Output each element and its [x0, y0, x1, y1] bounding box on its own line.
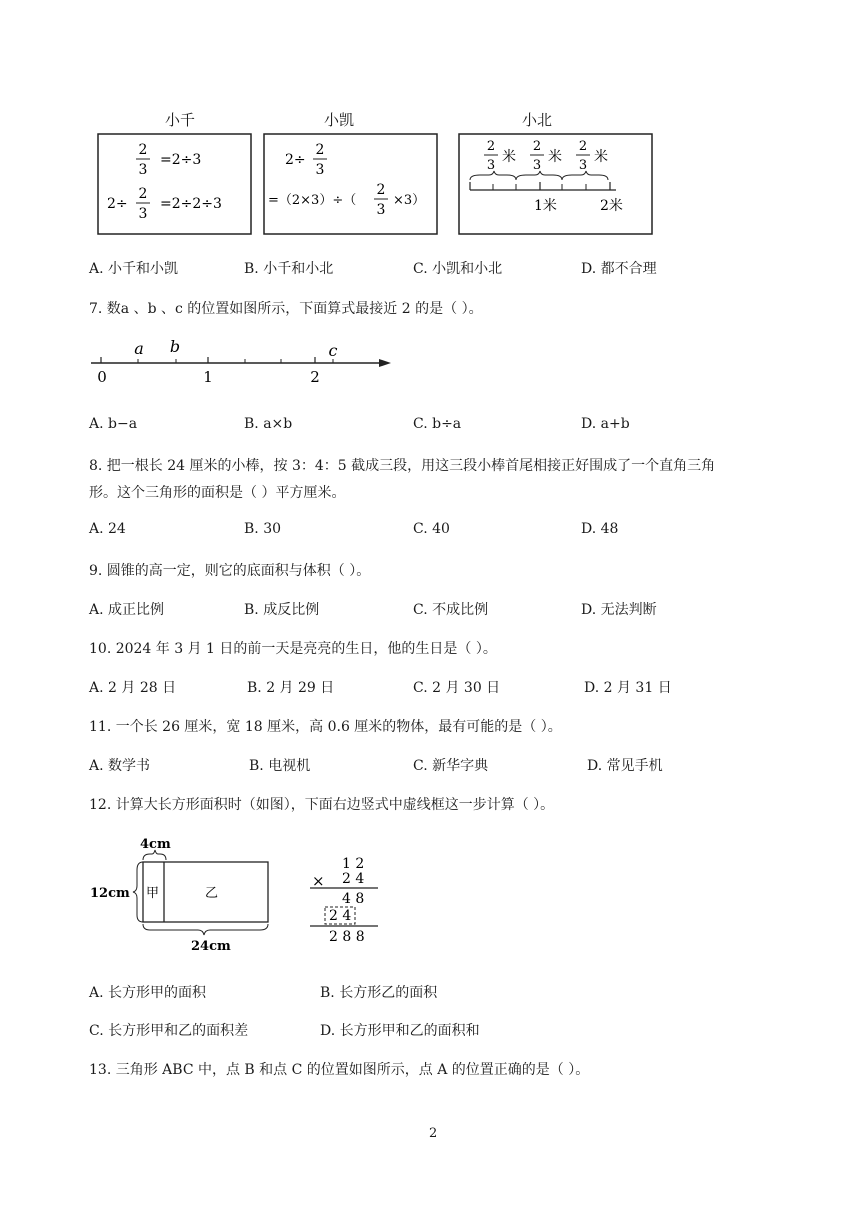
result: 2 8 8 — [329, 929, 365, 945]
xb-n2: 2 — [532, 139, 542, 154]
q10-option-d[interactable]: D. 2 月 31 日 — [584, 680, 672, 696]
q11-option-b[interactable]: B. 电视机 — [249, 758, 311, 774]
xk-l1-num: 2 — [315, 142, 325, 158]
panel-xiaokai — [264, 134, 437, 234]
brace — [516, 171, 562, 180]
xk-l2-num: 2 — [376, 182, 386, 198]
brace — [562, 171, 608, 180]
q6-option-b[interactable]: B. 小千和小北 — [244, 261, 334, 277]
tick-1: 1 — [203, 368, 213, 386]
mult-bottom: 2 4 — [342, 871, 365, 887]
xb-n3: 2 — [578, 139, 588, 154]
q9-option-c[interactable]: C. 不成比例 — [413, 602, 489, 618]
q6-option-c[interactable]: C. 小凯和小北 — [413, 261, 503, 277]
tick-0: 0 — [97, 368, 107, 386]
xb-label-2m: 2米 — [600, 198, 623, 214]
xb-d3: 3 — [578, 158, 588, 173]
q9-option-a[interactable]: A. 成正比例 — [89, 602, 165, 618]
xq-l2-den: 3 — [138, 206, 148, 222]
xk-l1-den: 3 — [315, 162, 325, 178]
xk-l2-rest: ×3） — [393, 193, 426, 208]
xk-l2-pre: =（2×3）÷（ — [268, 193, 357, 208]
q12-figure — [88, 830, 398, 960]
q8-option-c[interactable]: C. 40 — [413, 521, 450, 537]
q11-option-c[interactable]: C. 新华字典 — [413, 758, 489, 774]
q11-option-d[interactable]: D. 常见手机 — [587, 758, 663, 774]
q10-option-a[interactable]: A. 2 月 28 日 — [89, 680, 177, 696]
mult-sign: × — [312, 872, 325, 890]
xb-d2: 3 — [532, 158, 542, 173]
xb-n1: 2 — [486, 139, 496, 154]
label-yi: 乙 — [205, 886, 219, 901]
xb-d1: 3 — [486, 158, 496, 173]
q10-option-c[interactable]: C. 2 月 30 日 — [413, 680, 501, 696]
xk-l1-pre: 2÷ — [285, 152, 306, 168]
arrow-head — [379, 359, 391, 367]
page-number: 2 — [429, 1126, 438, 1141]
q7-option-a[interactable]: A. b−a — [89, 416, 138, 432]
q12-option-a[interactable]: A. 长方形甲的面积 — [89, 985, 207, 1001]
name-xiaobei: 小北 — [522, 111, 553, 129]
q13-stem: 13. 三角形 ABC 中，点 B 和点 C 的位置如图所示，点 A 的位置正确的是（ ）。 — [89, 1062, 590, 1078]
q8-stem-line2: 形。这个三角形的面积是（ ）平方厘米。 — [89, 485, 346, 501]
label-b: b — [169, 337, 181, 356]
dim-12cm: 12cm — [90, 886, 130, 901]
q12-option-b[interactable]: B. 长方形乙的面积 — [320, 985, 438, 1001]
xq-l2-rest: =2÷2÷3 — [160, 196, 222, 212]
panel-xiaoqian — [98, 134, 251, 234]
q6-option-d[interactable]: D. 都不合理 — [581, 261, 657, 277]
name-xiaokai: 小凯 — [324, 111, 355, 129]
xq-l1-rest: =2÷3 — [160, 152, 202, 168]
xk-l2-den: 3 — [376, 202, 386, 218]
q8-option-b[interactable]: B. 30 — [244, 521, 282, 537]
q8-stem-line1: 8. 把一根长 24 厘米的小棒，按 3：4：5 截成三段，用这三段小棒首尾相接正好围成了一个直角三角 — [89, 458, 716, 474]
name-xiaoqian: 小千 — [165, 111, 196, 129]
xb-label-1m: 1米 — [534, 198, 557, 214]
label-a: a — [134, 339, 144, 358]
q11-option-a[interactable]: A. 数学书 — [89, 758, 151, 774]
q7-number-line — [85, 332, 405, 387]
mult-top: 1 2 — [342, 856, 365, 872]
xb-u1: 米 — [502, 149, 516, 165]
label-c: c — [328, 341, 338, 360]
tick-2: 2 — [310, 368, 320, 386]
xq-l1-den: 3 — [138, 162, 148, 178]
dim-4cm: 4cm — [140, 837, 171, 852]
brace-left — [133, 862, 143, 922]
xb-u2: 米 — [548, 149, 562, 165]
q7-option-b[interactable]: B. a×b — [244, 416, 293, 432]
q11-stem: 11. 一个长 26 厘米，宽 18 厘米，高 0.6 厘米的物体，最有可能的是（ ）。 — [89, 719, 562, 735]
xb-u3: 米 — [594, 149, 608, 165]
brace — [470, 171, 516, 180]
q8-option-a[interactable]: A. 24 — [89, 521, 126, 537]
q9-option-d[interactable]: D. 无法判断 — [581, 602, 657, 618]
q12-stem: 12. 计算大长方形面积时（如图），下面右边竖式中虚线框这一步计算（ ）。 — [89, 797, 555, 813]
q9-option-b[interactable]: B. 成反比例 — [244, 602, 320, 618]
q6-option-a[interactable]: A. 小千和小凯 — [89, 261, 179, 277]
q7-stem: 7. 数a 、b 、c 的位置如图所示，下面算式最接近 2 的是（ ）。 — [89, 301, 483, 317]
q8-option-d[interactable]: D. 48 — [581, 521, 619, 537]
q7-option-c[interactable]: C. b÷a — [413, 416, 462, 432]
xq-l2-pre: 2÷ — [107, 196, 128, 212]
q12-option-c[interactable]: C. 长方形甲和乙的面积差 — [89, 1023, 249, 1039]
brace-bottom — [143, 924, 268, 935]
q10-option-b[interactable]: B. 2 月 29 日 — [247, 680, 335, 696]
dim-24cm: 24cm — [191, 939, 231, 954]
partial-1: 4 8 — [342, 891, 365, 907]
q9-stem: 9. 圆锥的高一定，则它的底面积与体积（ ）。 — [89, 563, 371, 579]
q7-option-d[interactable]: D. a+b — [581, 416, 630, 432]
q12-option-d[interactable]: D. 长方形甲和乙的面积和 — [320, 1023, 480, 1039]
label-jia: 甲 — [146, 886, 160, 901]
partial-2: 2 4 — [329, 908, 352, 924]
xq-l2-num: 2 — [138, 186, 148, 202]
q10-stem: 10. 2024 年 3 月 1 日的前一天是亮亮的生日，他的生日是（ ）。 — [89, 641, 497, 657]
xq-l1-num: 2 — [138, 142, 148, 158]
figure-q6 — [0, 0, 868, 240]
